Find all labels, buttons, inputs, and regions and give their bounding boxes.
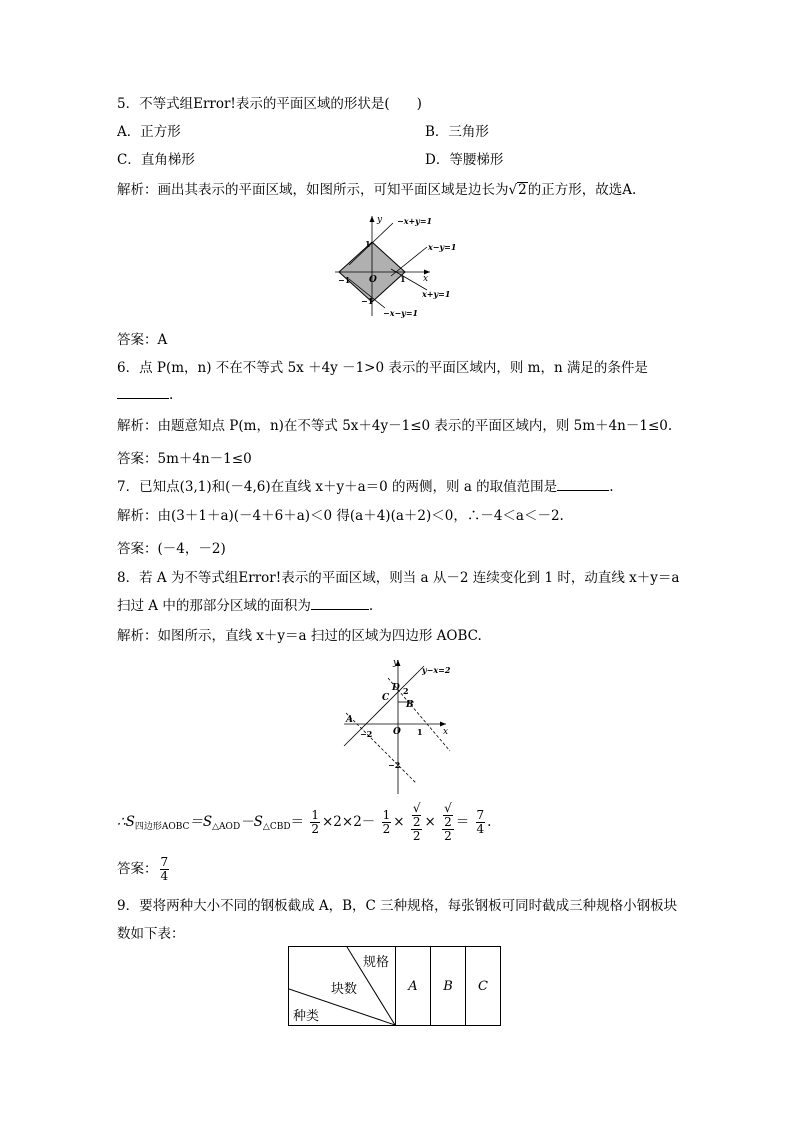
q8-fig-y: y [393, 658, 399, 668]
formula-end: . [487, 814, 492, 830]
q5-fig-1-right: 1 [400, 274, 406, 284]
q8-figure [340, 656, 465, 794]
q7-answer-blank [557, 478, 609, 491]
column-header-b: B [431, 947, 466, 1026]
fraction-half-2 [382, 809, 392, 836]
q5-figure [335, 210, 470, 320]
q5-fig-1-top: 1 [365, 239, 371, 249]
q7-answer: 答案：(－4，－2) [117, 541, 226, 557]
q8-answer-label: 答案： [117, 861, 158, 877]
q8-fig-line-label: y−x=2 [422, 665, 451, 675]
fraction-half-1 [310, 809, 320, 836]
fraction-den: 4 [476, 822, 485, 836]
q6-analysis: 解析：由题意知点 P(m，n)在不等式 5x＋4y－1≤0 表示的平面区域内，则 5m＋4n－1≤0. [117, 418, 673, 434]
table-row [289, 947, 501, 1026]
fraction-den: 2 [444, 829, 452, 843]
q5-analysis-sqrt: 2 [518, 182, 527, 198]
q7-stem-period: . [609, 479, 614, 495]
q8-fig-neg2-left: −2 [360, 729, 373, 739]
q5-option-b: B．三角形 [425, 124, 489, 140]
q5-option-c: C．直角梯形 [117, 152, 195, 168]
fraction-den: 2 [382, 822, 391, 836]
formula-prefix: ∴S [117, 814, 135, 830]
q8-answer [117, 852, 171, 886]
formula-eq3: ＝ [455, 814, 470, 830]
q9-stem-line1: 9．要将两种大小不同的钢板截成 A，B，C 三种规格，每张钢板可同时截成三种规格小钢板块 [117, 898, 678, 914]
q8-fig-point-d: D [392, 683, 400, 693]
q6-answer-blank [117, 386, 169, 399]
fraction-num: √ 2 [444, 801, 452, 829]
formula-eq1: ＝S [189, 814, 213, 830]
q8-stem-text: 扫过 A 中的那部分区域的面积为 [117, 598, 311, 614]
formula-times-1: × [393, 814, 405, 830]
q5-analysis [117, 181, 636, 199]
q8-stem-line1: 8．若 A 为不等式组Error!表示的平面区域，则当 a 从－2 连续变化到 1 时，动直线 x＋y＝a [117, 570, 680, 586]
fraction-num: √ 2 [412, 801, 421, 829]
q8-fig-point-b: B [406, 700, 414, 710]
fraction-num: 7 [160, 855, 169, 869]
fraction-num: 1 [382, 808, 391, 822]
q6-answer: 答案：5m＋4n－1≤0 [117, 451, 252, 467]
q8-answer-fraction [160, 856, 170, 883]
fraction-num: 7 [476, 808, 485, 822]
q5-fig-line-l4: −x−y=1 [383, 308, 419, 318]
q5-stem: 5．不等式组Error!表示的平面区域的形状是( ) [117, 96, 422, 112]
q5-analysis-text-a: 解析：画出其表示的平面区域，如图所示，可知平面区域是边长为 [117, 182, 509, 198]
q7-analysis: 解析：由(3＋1＋a)(－4＋6＋a)＜0 得(a＋4)(a＋2)＜0，∴－4＜a＜－2. [117, 508, 564, 524]
q5-analysis-text-b: 的正方形，故选A. [527, 182, 637, 198]
fraction-den: 2 [311, 822, 319, 836]
q8-fig-origin: O [393, 727, 401, 737]
header-spec-label: 规格 [363, 955, 390, 970]
header-kind-label: 种类 [293, 1009, 320, 1024]
formula-eq2: ＝ [290, 814, 305, 830]
fraction-sqrt2-half-2 [442, 802, 454, 843]
q6-stem-line1: 6．点 P(m，n) 不在不等式 5x ＋4y －1>0 表示的平面区域内，则 m，n 满足的条件是 [117, 360, 648, 376]
q9-stem-line2: 数如下表： [117, 926, 185, 942]
q9-spec-table [288, 946, 501, 1026]
q7-stem [117, 478, 613, 496]
q5-fig-origin: O [369, 275, 377, 285]
fraction-den: 2 [412, 829, 421, 843]
column-header-c: C [466, 947, 501, 1026]
fraction-sqrt2-half-1 [411, 802, 423, 843]
q8-fig-1: 1 [417, 727, 423, 737]
formula-sub-aod: △AOD [212, 822, 241, 832]
q5-fig-x: x [423, 274, 429, 284]
q5-fig-line-l2: x−y=1 [428, 242, 457, 252]
header-count-label: 块数 [331, 982, 358, 997]
q7-stem-text: 7．已知点(3,1)和(－4,6)在直线 x＋y＋a＝0 的两侧，则 a 的取值范围是 [117, 479, 558, 495]
q5-fig-y: y [377, 215, 383, 225]
fraction-den: 4 [160, 869, 169, 883]
q8-analysis: 解析：如图所示，直线 x＋y＝a 扫过的区域为四边形 AOBC. [117, 628, 482, 644]
fraction-seven-quarters [476, 809, 486, 836]
q8-stem-period: . [368, 598, 374, 614]
q5-answer: 答案：A [117, 332, 168, 348]
q5-option-a: A．正方形 [117, 124, 181, 140]
q8-fig-x: x [443, 727, 449, 737]
q5-fig-line-l1: −x+y=1 [397, 216, 433, 226]
q5-option-d: D．等腰梯形 [425, 152, 504, 168]
column-header-a: A [396, 947, 431, 1026]
q8-answer-blank [311, 597, 369, 610]
sqrt-radicand: 2 [412, 815, 421, 829]
table-header-diagonal-cell [289, 947, 396, 1026]
q8-fig-point-a: A [346, 715, 353, 725]
formula-sub-cbd: △CBD [262, 822, 291, 832]
sqrt-radicand: 2 [444, 815, 452, 829]
q8-fig-neg2-bottom: −2 [388, 760, 401, 770]
q5-fig-neg1-bottom: −1 [361, 296, 374, 306]
q6-stem-line2 [117, 386, 173, 404]
q5-fig-neg1-left: −1 [338, 275, 351, 285]
q6-stem-period: . [169, 387, 174, 403]
q8-stem-line2 [117, 597, 373, 615]
sqrt-symbol: √ [508, 182, 518, 198]
q8-area-formula [117, 802, 491, 843]
formula-mid: ×2×2－ [321, 814, 376, 830]
q5-fig-line-l3: x+y=1 [422, 289, 451, 299]
q8-fig-point-c: C [382, 693, 390, 703]
q8-fig-2-top: 2 [403, 686, 409, 696]
formula-sub-aobc: 四边形AOBC [134, 822, 190, 832]
formula-times-2: × [424, 814, 436, 830]
formula-minus: －S [240, 814, 263, 830]
fraction-num: 1 [311, 808, 319, 822]
